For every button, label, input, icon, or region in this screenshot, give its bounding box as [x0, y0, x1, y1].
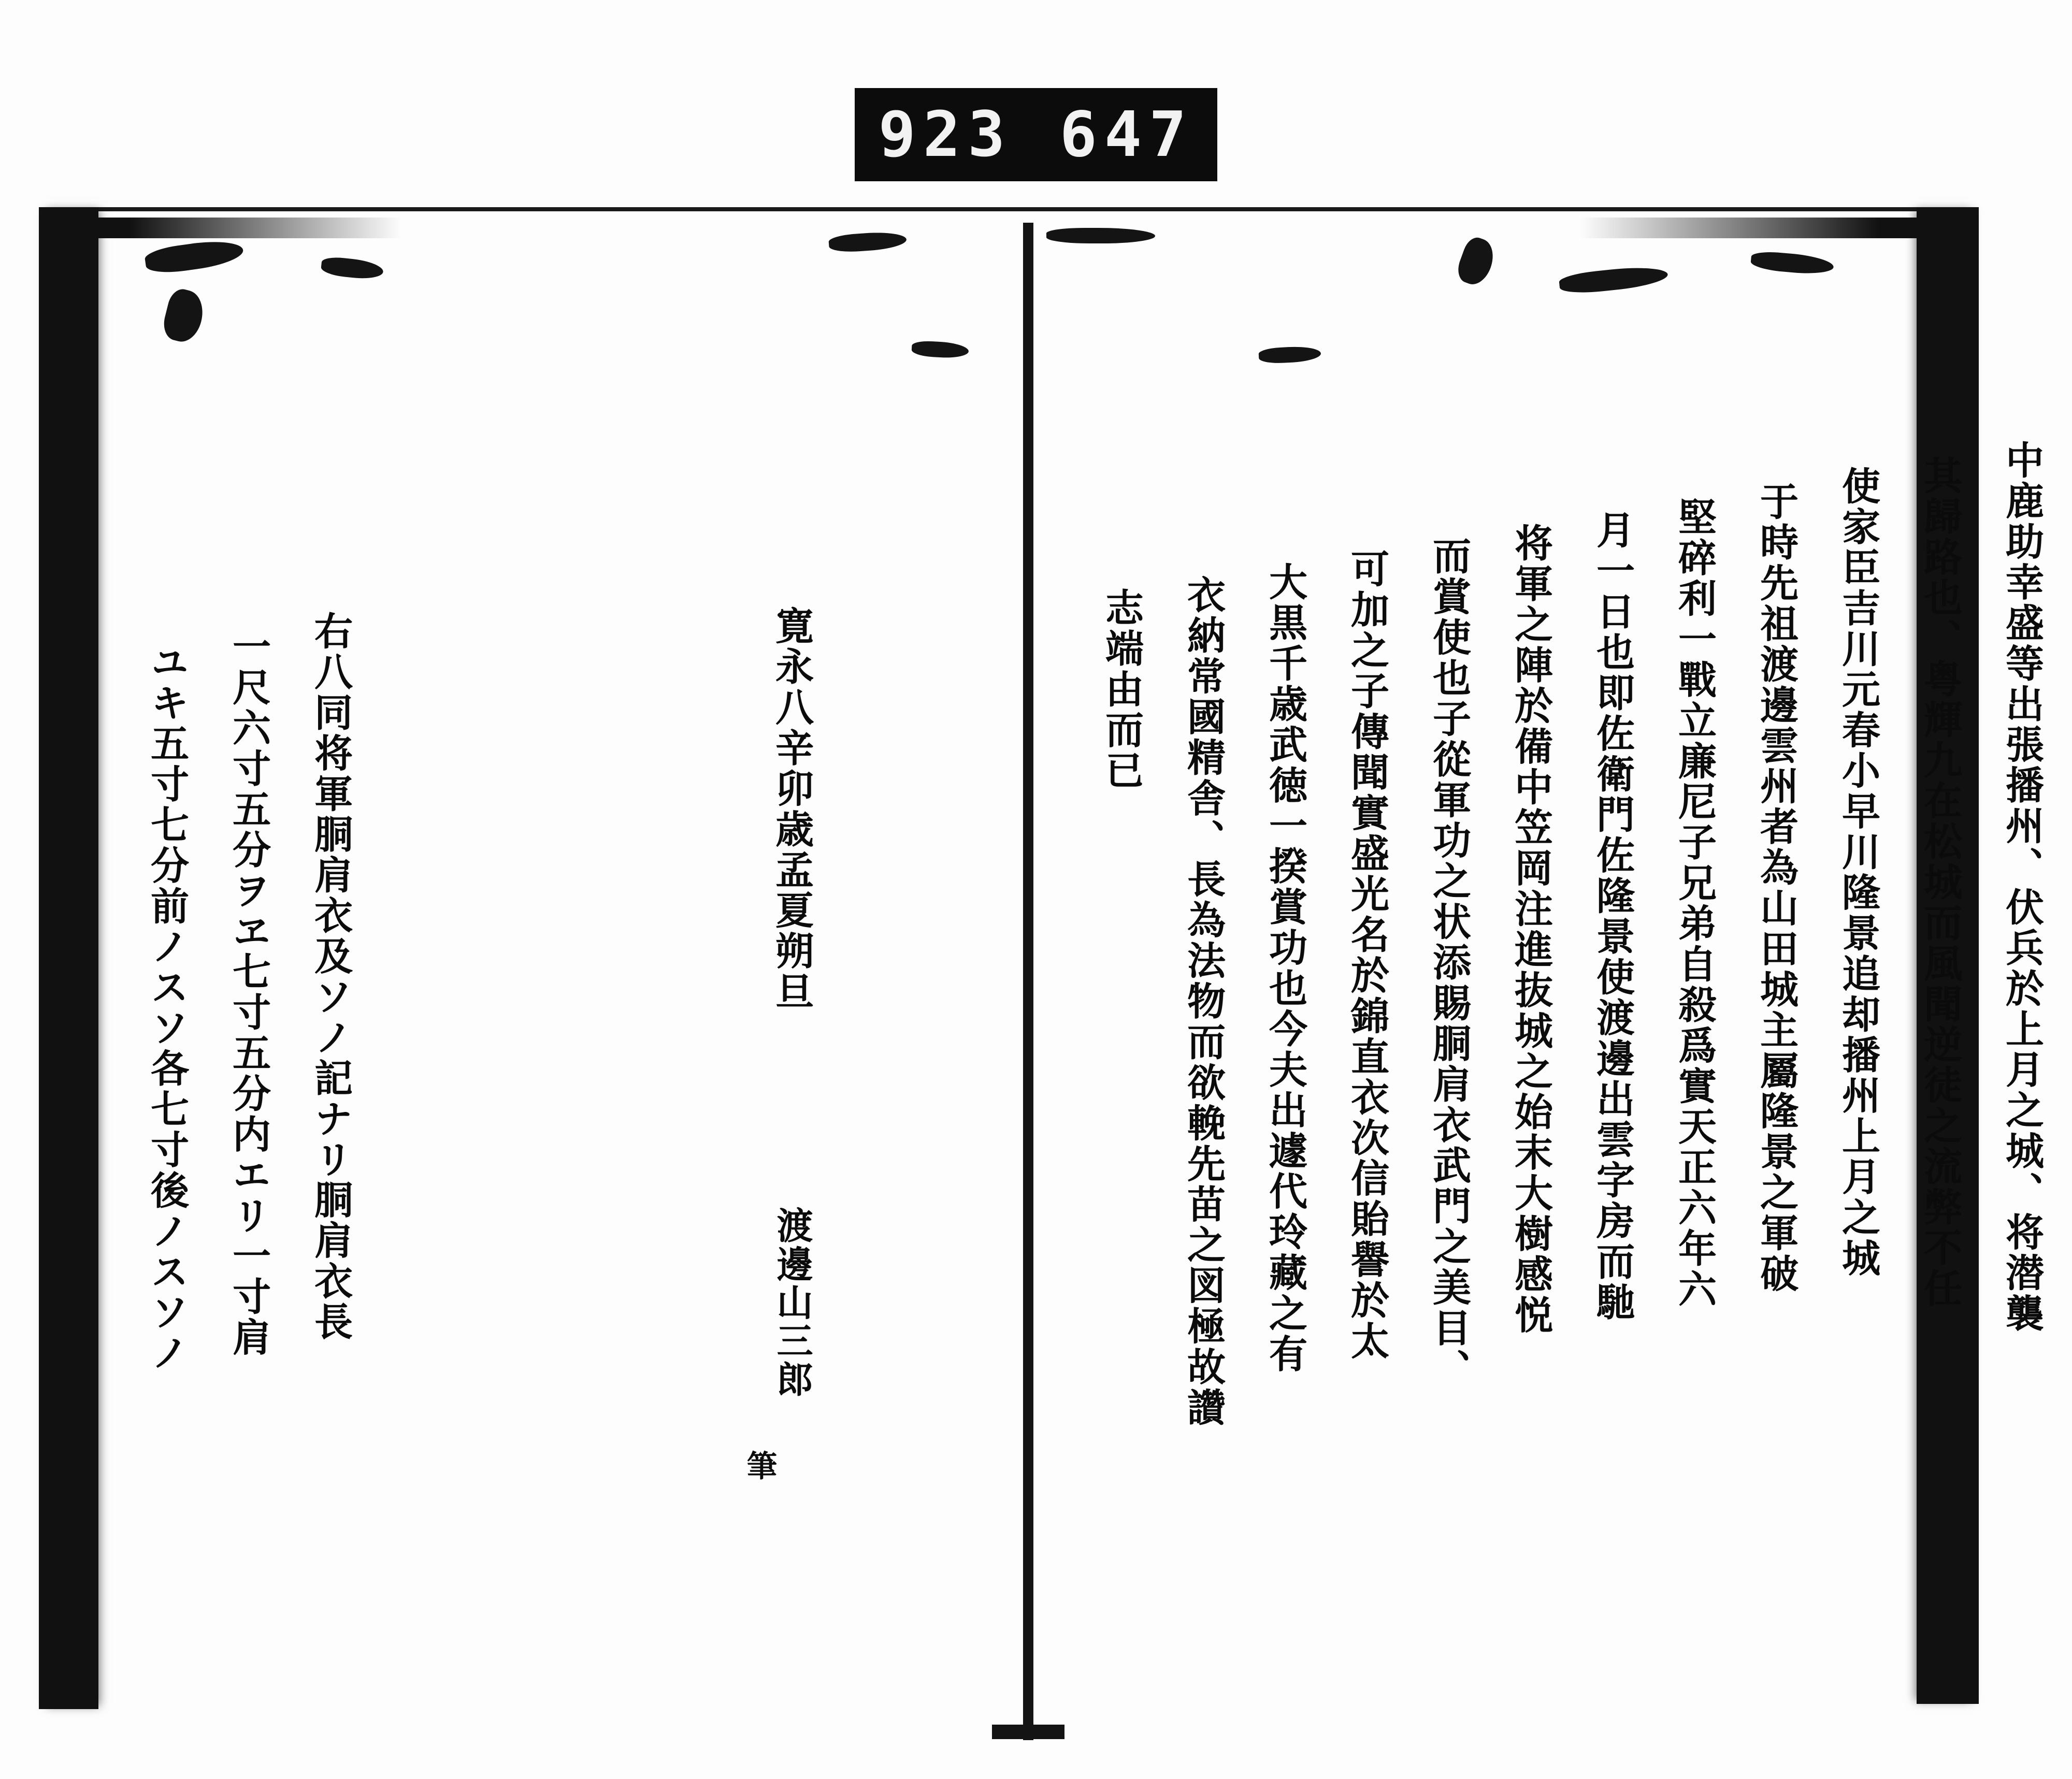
text-column: 中鹿助幸盛等出張播州、伏兵於上月之城、将潜襲	[1999, 440, 2044, 1334]
text-column: 使家臣吉川元春小早川隆景追却播州上月之城	[1836, 466, 1880, 1279]
text-column: 衣納常國精舎、長為法物而欲輓先苗之図極故讚	[1181, 575, 1226, 1428]
right-page-text-block	[1033, 0, 2072, 1779]
text-column: 其歸路也、粤輝九在松城而風聞逆徒之流弊不任	[1918, 456, 1962, 1309]
text-column: 而賞使也子從軍功之状添賜胴肩衣武門之美目、	[1427, 536, 1471, 1390]
text-column: 志端由而已	[1099, 588, 1144, 791]
frame-counter-left: 923	[878, 98, 1013, 171]
postscript-column: 右八同将軍胴肩衣及ソノ記ナリ胴肩衣長	[308, 611, 353, 1342]
text-column: 于時先祖渡邊雲州者為山田城主屬隆景之軍破	[1754, 482, 1798, 1294]
postscript-column: ユキ五寸七分前ノスソ各七寸後ノスソノ	[145, 642, 189, 1373]
postscript-column: 一尺六寸五分ヲヱ七寸五分内エリ一寸肩	[226, 627, 271, 1358]
text-column: 将軍之陣於備中笠岡注進抜城之始末大樹感悦	[1508, 523, 1553, 1336]
frame-counter-right: 647	[1059, 98, 1194, 171]
date-line: 寛永八辛卯歳孟夏朔旦	[769, 606, 814, 1013]
text-column: 大黒千歳武徳一揆賞功也今夫出遽代玲藏之有	[1263, 562, 1307, 1375]
text-column: 月一日也即佐衛門佐隆景使渡邊出雲字房而馳	[1590, 510, 1635, 1323]
signature: 渡邊山三郎	[771, 1207, 814, 1399]
signature-suffix: 筆	[742, 1450, 777, 1482]
text-column: 堅碎利一戰立廉尼子兄弟自殺爲實天正六年六	[1672, 497, 1717, 1310]
text-column: 可加之子傳聞實盛光名於錦直衣次信貽譽於太	[1345, 549, 1389, 1362]
left-page-text-block	[0, 0, 1033, 1779]
